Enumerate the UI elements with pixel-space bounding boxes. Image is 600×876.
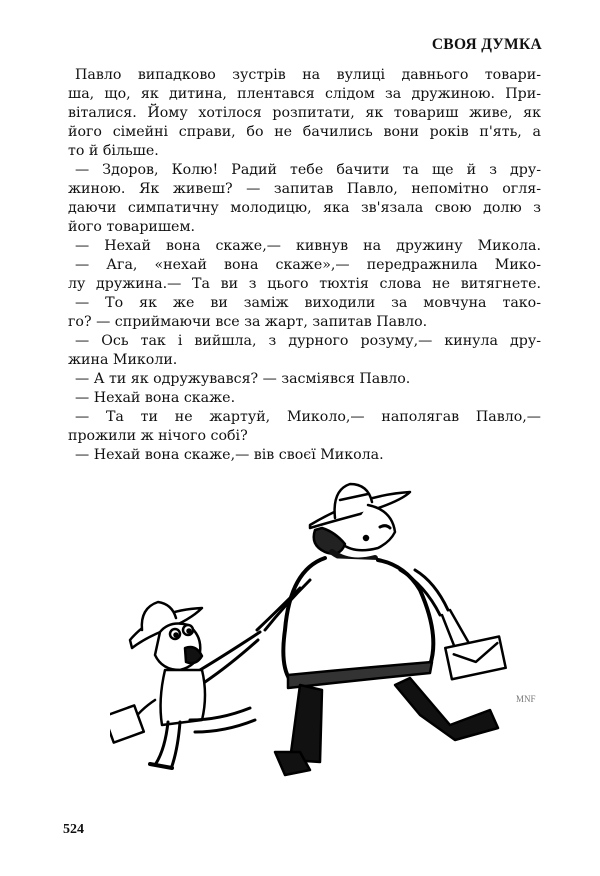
woman-figure (257, 484, 506, 775)
text-line: то й більше. (68, 143, 159, 159)
text-line: — Здоров, Колю! Радий тебе бачити та ще й з дру- (75, 162, 541, 178)
text-line: — А ти як одружувався? — засміявся Павло. (75, 371, 411, 387)
text-line: — Та ти не жартуй, Миколо,— наполягав Павло,— (75, 409, 541, 425)
page-number: 524 (63, 822, 84, 837)
text-line: віталися. Йому хотілося розпитати, як товариш живе, як (68, 105, 541, 121)
text-line: даючи симпатичну молодицю, яка зв'язала свою долю з (68, 200, 541, 216)
text-line: — Нехай вона скаже,— кивнув на дружину Микола. (75, 238, 541, 254)
text-line: прожили ж нічого собі? (68, 428, 248, 444)
illustrator-signature: MNF (516, 694, 536, 704)
text-line: лу дружина.— Та ви з цього тюхтія слова не витягнете. (68, 276, 541, 292)
text-line: його товаришем. (68, 219, 195, 235)
text-line: — Нехай вона скаже. (75, 390, 236, 406)
text-line: Павло випадково зустрів на вулиці давнього товари- (75, 67, 541, 83)
text-line: його сімейні справи, бо не бачились вони років п'ять, а (68, 124, 541, 140)
text-line: — Нехай вона скаже,— вів своєї Микола. (75, 447, 384, 463)
text-line: го? — сприймаючи все за жарт, запитав Павло. (68, 314, 428, 330)
text-line: жина Миколи. (68, 352, 178, 368)
man-figure (110, 602, 260, 768)
text-line: ша, що, як дитина, плентався слідом за дружиною. При- (68, 86, 541, 102)
story-text (68, 66, 541, 465)
cartoon-illustration (110, 470, 540, 790)
text-line: жиною. Як живеш? — запитав Павло, непомітно огля- (68, 181, 541, 197)
text-line: — Ось так і вийшла, з дурного розуму,— кинула дру- (75, 333, 541, 349)
running-header: СВОЯ ДУМКА (431, 36, 542, 53)
text-line: — Ага, «нехай вона скаже»,— передражнила Мико- (75, 257, 541, 273)
text-line: — То як же ви заміж виходили за мовчуна тако- (75, 295, 541, 311)
